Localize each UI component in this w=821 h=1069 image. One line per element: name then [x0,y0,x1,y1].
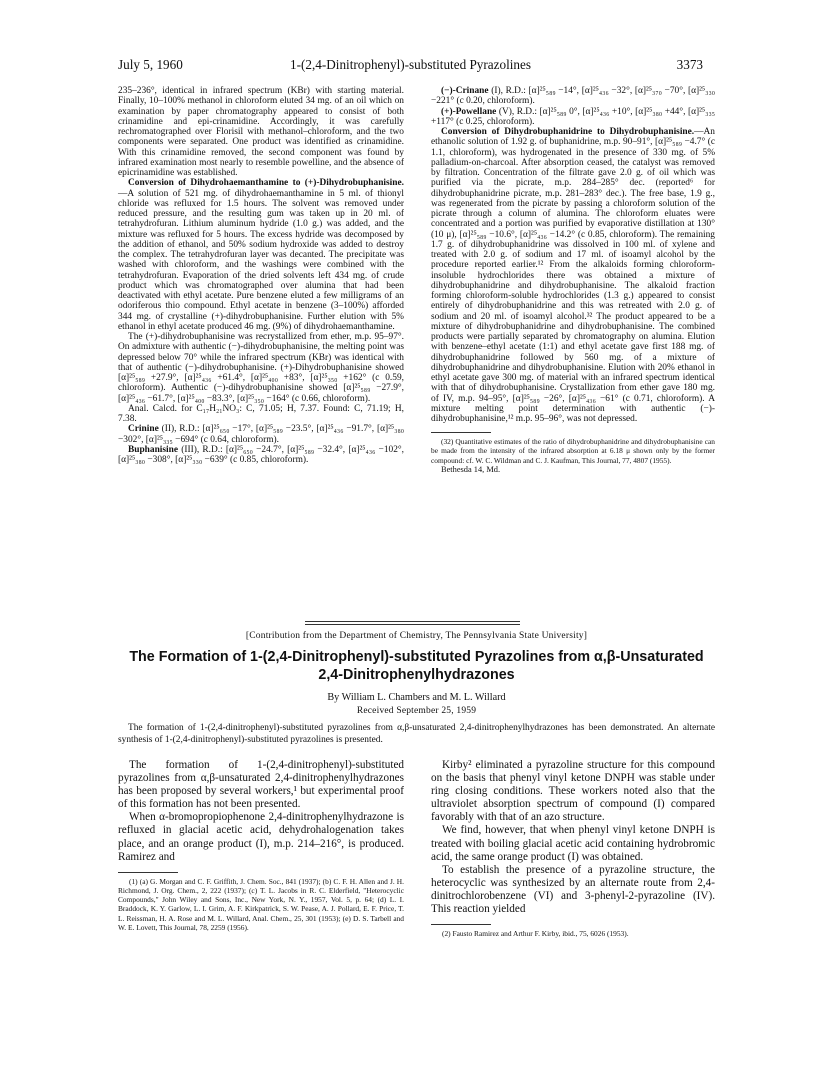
paragraph-text: (I), R.D.: [α]²⁵₅₈₉ −14°, [α]²⁵₄₃₆ −32°, [α]²⁵₃₇₀ −70°, [α]²⁵₃₃₀ −221° (c 0.20, chloroform). [431,86,715,107]
footnote-rule [118,872,178,873]
running-header [118,57,703,73]
received-date: Received September 25, 1959 [356,706,477,716]
paragraph-text: (V), R.D.: [α]²⁵₅₈₉ 0°, [α]²⁵₄₃₆ +10°, [α]²⁵₃₈₀ +44°, [α]²⁵₃₃₅ +117° (c 0.25, chloroform). [431,106,715,127]
paragraph-text: —An ethanolic solution of 1.92 g. of buphanidrine, m.p. 90–91°, [α]²⁵₅₈₉ −4.7° (c 1.1, chloroform), was hydrogenated in the presence of 330 mg. of 5% palladium-on-charcoal. After absorption ceased, the catalyst was removed by filtration. Concentration of the filtrate gave 2.0 g. of oil which was purified via the picrate, m.p. 284–285° dec. (reported⁶ for dihydrobuphanidrine picrate, m.p. 281–283° dec.). The free base, 1.9 g., was regenerated from the picrate by passing a chloroform solution of the picrate through a column of alumina. The chloroform eluates were concentrated and a portion was purified by evaporative distillation at 130° (10 μ), [α]²⁵₅₈₉ −10.6°, [α]²⁵₄₃₆ −14.2° (c 0.85, chloroform). The remaining 1.7 g. of dihydrobuphanidrine was dissolved in 100 ml. of xylene and treated with 2.0 g. of sodium and 17 ml. of isoamyl alcohol by the procedure reported earlier.¹² From the alkaloids forming chloroform-insoluble hydrochlorides there was obtained a mixture of dihydrobuphanidrine and dihydrobuphanisine. The alkaloid fraction forming chloroform-soluble hydrochlorides (1.3 g.) appeared to consist entirely of dihydrobuphanidrine and this was retreated with 2.0 g. of sodium and 20 ml. of isoamyl alcohol.³² The product appeared to be a mixture of dihydrobuphanidrine and dihydrobuphanisine. The combined products were partially separated by chromatography on alumina. Elution with benzene–ethyl acetate (1:1) and ethyl acetate gave first 188 mg. of dihydrobuphanidrine followed by 560 mg. of a mixture of dihydrobuphanidrine and dihydrobuphanisine. Elution with 20% ethanol in ethyl acetate gave 300 mg. of material with an infrared spectrum identical with that of dihydrobuphanisine. Crystallization from ether gave 180 mg. of IV, m.p. 94–95°, [α]²⁵₅₈₉ −26°, [α]²⁵₄₃₆ −61° (c 0.71, chloroform). A mixture melting point determination with authentic (−)-dihydrobuphanisine,¹² m.p. 95–96°, was not depressed. [431,127,715,424]
paragraph-text: (II), R.D.: [α]²⁵₆₅₀ −17°, [α]²⁵₅₈₉ −23.5°, [α]²⁵₄₃₆ −91.7°, [α]²⁵₃₈₀ −302°, [α]²⁵₃₃₅ −694° (c 0.64, chloroform). [118,424,404,445]
paragraph: The formation of 1-(2,4-dinitrophenyl)-substituted pyrazolines from α,β-unsaturated 2,4-dinitrophenylhydrazones has been proposed by several workers,¹ but experimental proof of this formation has not been presented. [118,759,404,811]
analysis-line: Anal. Calcd. for C₁₇H₂₁NO₃: C, 71.05; H, 7.37. Found: C, 71.19; H, 7.38. [118,403,404,424]
footnote-2: (2) Fausto Ramirez and Arthur F. Kirby, ibid., 75, 6026 (1953). [442,929,629,939]
compound-name: Buphanisine [128,444,179,455]
header-date: July 5, 1960 [118,57,183,72]
paragraph-text: —A solution of 521 mg. of dihydrohaemanthamine in 5 ml. of thionyl chloride was refluxed for 1.5 hours. The solvent was removed under reduced pressure, and the resulting gum was taken up in 20 ml. of tetrahydrofuran. Lithium aluminum hydride (1.0 g.) was added, and the mixture was refluxed for 5 hours. The excess hydride was decomposed by the addition of ethanol, and 50% sodium hydroxide was added to destroy the complex. The tetrahydrofuran layer was decanted. The precipitate was washed with chloroform, and the washings were combined with the tetrahydrofuran. Evaporation of the dried solvents left 434 mg. of crude product which was chromatographed over alumina that had been deactivated with ethyl acetate. Pure benzene eluted a few milligrams of an odoriferous thio compound. Ethyl acetate in benzene (3–100%) afforded 344 mg. of crystalline (+)-dihydrobuphanisine. Further elution with 5% ethanol in ethyl acetate produced 46 mg. (9%) of dihydrohaemanthamine. [118,188,404,332]
compound-name: (−)-Crinane [441,86,489,96]
footnote-rule [431,924,491,925]
abstract: The formation of 1-(2,4-dinitrophenyl)-substituted pyrazolines from α,β-unsaturated 2,4-dinitrophenylhydrazones has been demonstrated. An alternate synthesis of 1-(2,4-dinitrophenyl)-substituted pyrazolines is presented. [118,723,715,745]
paragraph: We find, however, that when phenyl vinyl ketone DNPH is treated with boiling glacial acetic acid containing hydrobromic acid, the same orange product (I) was obtained. [431,824,715,863]
article-divider [305,624,520,625]
paragraph [431,86,715,107]
compound-name: (+)-Powellane [441,106,497,117]
article-authors: By William L. Chambers and M. L. Willard [327,692,506,703]
paragraph: 235–236°, identical in infrared spectrum (KBr) with starting material. Finally, 10–100% methanol in chloroform eluted 34 mg. of an oil which on examination by paper chromatography appeared to consist of both crinamidine and epi-crinamidine. Accordingly, it was carefully rechromatographed over Florisil with methanol–chloroform, and the two components were separated. One product was identified as crinamidine. With this crinamidine removed, the second component was found by infrared examination most nearly to resemble powelline, and the absence of epicrinamidine was established. [118,86,404,178]
paragraph: When α-bromopropiophenone 2,4-dinitrophenylhydrazone is refluxed in glacial acetic acid, dehydrohalogenation takes place, and an orange product (I), m.p. 214–216°, is produced. Ramirez and [118,811,404,863]
footnote-1: (1) (a) G. Morgan and C. F. Griffith, J. Chem. Soc., 841 (1937); (b) C. F. H. Allen and J. H. Richmond, J. Org. Chem., 2, 222 (1937); (c) T. L. Jacobs in R. C. Elderfield, "Heterocyclic Compounds," John Wiley and Sons, Inc., New York, N. Y., 1957, Vol. 5, p. 64; (d) L. I. Braddock, K. Y. Garlow, L. I. Grim, A. F. Kirkpatrick, S. W. Pease, A. J. Pollard, E. F. Price, T. L. Reissman, H. A. Rose and M. L. Willard, Anal. Chem., 25, 301 (1953); (e) D. S. Tarbell and W. E. Lovett, This Journal, 78, 2259 (1956). [118,876,404,932]
article-left-column [118,759,404,932]
footnote-rule [431,432,491,433]
footnote-32: (32) Quantitative estimates of the ratio of dihydrobuphanidrine and dihydrobuphanisine can be made from the intensity of the infrared absorption at 6.18 μ shown only by the former compound: cf. W. C. Wildman and C. J. Kaufman, This Journal, 77, 4807 (1955). [431,437,715,465]
section-heading: Conversion of Dihydrohaemanthamine to (+)-Dihydrobuphanisine. [128,178,404,189]
paragraph [118,445,404,466]
paragraph [118,424,404,445]
paragraph [431,107,715,128]
header-running-title: 1-(2,4-Dinitrophenyl)-substituted Pyrazolines [290,57,531,72]
place-line: Bethesda 14, Md. [441,464,501,474]
paragraph-text: (III), R.D.: [α]²⁵₆₅₀ −24.7°, [α]²⁵₅₈₉ −32.4°, [α]²⁵₄₃₆ −102°, [α]²⁵₃₈₀ −308°, [α]²⁵₃₃₀ −639° (c 0.85, chloroform). [118,444,404,465]
paragraph [118,178,404,332]
header-page-number: 3373 [676,57,703,72]
right-column [431,86,715,475]
paragraph: To establish the presence of a pyrazoline structure, the heterocyclic was synthesized by an alternate route from 2,4-dinitrochlorobenzene (VI) and 3-phenyl-2-pyrazoline (IV). This reaction yielded [431,863,715,916]
left-column [118,86,404,465]
article-right-column [431,759,715,938]
article-title: The Formation of 1-(2,4-Dinitrophenyl)-substituted Pyrazolines from α,β-Unsaturated 2,4-Dinitrophenylhydrazones [129,649,704,683]
paragraph: Kirby² eliminated a pyrazoline structure for this compound on the basis that phenyl vinyl ketone DNPH was stable under ring closing conditions. These workers noted also that the ultraviolet absorption spectrum of compound (I) compared favorably with that of an azo structure. [431,759,715,824]
article-divider [305,621,520,622]
paragraph [431,127,715,424]
compound-name: Crinine [128,424,159,435]
section-heading: Conversion of Dihydrobuphanidrine to Dihydrobuphanisine. [441,127,695,137]
contribution-line: [Contribution from the Department of Chemistry, The Pennsylvania State University] [245,631,588,641]
paragraph: The (+)-dihydrobuphanisine was recrystallized from ether, m.p. 95–97°. On admixture with authentic (−)-dihydrobuphanisine, the melting point was depressed below 70° while the infrared spectrum (KBr) was identical with that of authentic (−)-dihydrobuphanisine. (+)-Dihydrobuphanisine showed [α]²⁵₅₈₉ +27.9°, [α]²⁵₄₃₆ +61.4°, [α]²⁵₄₀₀ +83°, [α]²⁵₃₅₀ +162° (c 0.59, chloroform). Authentic (−)-dihydrobuphanisine showed [α]²⁵₅₈₉ −27.9°, [α]²⁵₄₃₆ −61.7°, [α]²⁵₄₀₀ −83.3°, [α]²⁵₃₅₀ −164° (c 0.66, chloroform). [118,332,404,404]
